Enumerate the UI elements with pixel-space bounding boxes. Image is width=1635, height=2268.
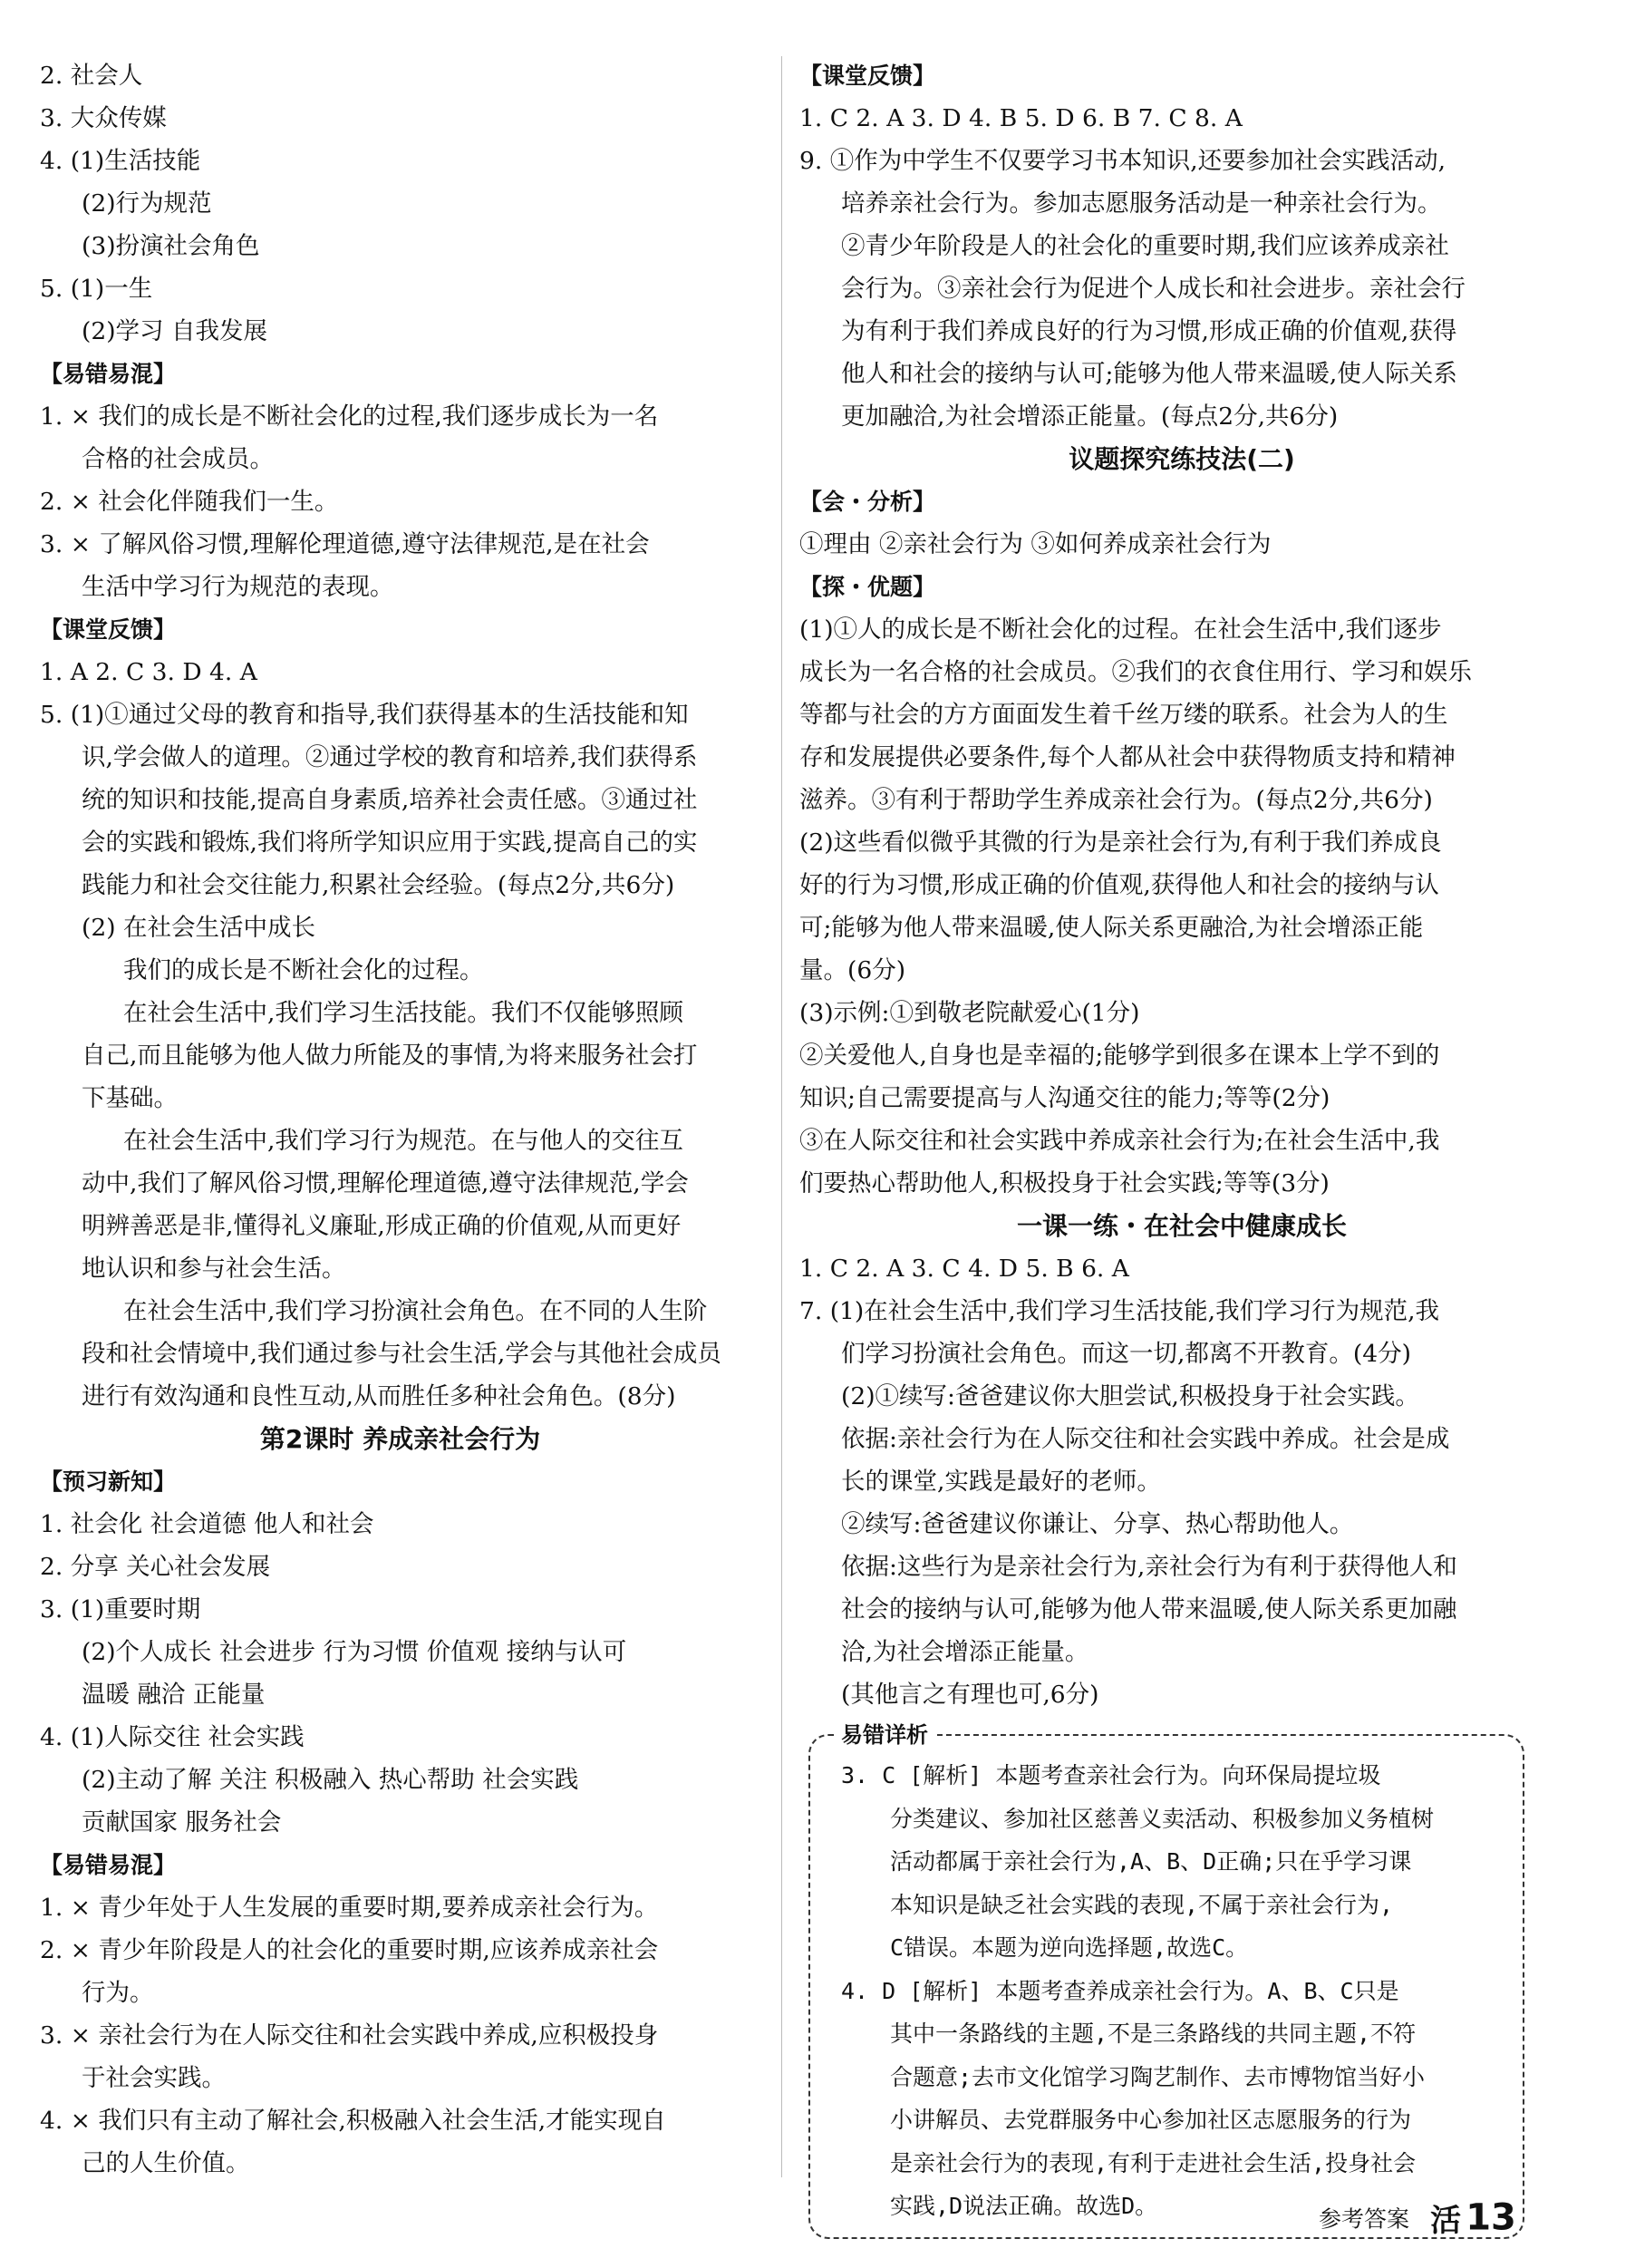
section-heading: 【课堂反馈】 — [40, 616, 177, 643]
text-line: (2) 在社会生活中成长 — [82, 914, 315, 942]
text-line: ②续写:爸爸建议你谦让、分享、热心帮助他人。 — [841, 1510, 1354, 1538]
text-line: 贡献国家 服务社会 — [82, 1808, 282, 1837]
text-line: (1)①人的成长是不断社会化的过程。在社会生活中,我们逐步 — [799, 615, 1442, 644]
text-line: 地认识和参与社会生活。 — [82, 1255, 346, 1283]
text-line: (2)①续写:爸爸建议你大胆尝试,积极投身于社会实践。 — [841, 1382, 1419, 1410]
text-line: 4. (1)人际交往 社会实践 — [40, 1723, 305, 1751]
text-line: 1. A 2. C 3. D 4. A — [40, 658, 257, 686]
text-line: 自己,而且能够为他人做力所能及的事情,为将来服务社会打 — [82, 1042, 698, 1070]
text-line: 下基础。 — [82, 1084, 178, 1112]
text-line: 们要热心帮助他人,积极投身于社会实践;等等(3分) — [799, 1169, 1330, 1197]
text-line: 成长为一名合格的社会成员。②我们的衣食住用行、学习和娱乐 — [799, 658, 1472, 686]
text-line: 在社会生活中,我们学习扮演社会角色。在不同的人生阶 — [123, 1297, 708, 1325]
text-line: 行为。 — [82, 1979, 154, 2007]
text-line: ②关爱他人,自身也是幸福的;能够学到很多在课本上学不到的 — [799, 1042, 1440, 1070]
text-line: 4. × 我们只有主动了解社会,积极融入社会生活,才能实现自 — [40, 2107, 666, 2135]
text-line: 我们的成长是不断社会化的过程。 — [123, 956, 484, 984]
text-line: 更加融洽,为社会增添正能量。(每点2分,共6分) — [841, 402, 1339, 431]
text-line: 识,学会做人的道理。②通过学校的教育和培养,我们获得系 — [82, 743, 698, 771]
text-line: 2. × 社会化伴随我们一生。 — [40, 488, 339, 516]
text-line: 3. 大众传媒 — [40, 104, 167, 132]
text-line: 实践,D说法正确。故选D。 — [890, 2193, 1158, 2219]
text-line: 依据:亲社会行为在人际交往和社会实践中养成。社会是成 — [841, 1425, 1450, 1453]
text-line: ②青少年阶段是人的社会化的重要时期,我们应该养成亲社 — [841, 232, 1449, 260]
section-heading: 【易错易混】 — [40, 361, 177, 387]
text-line: ③在人际交往和社会实践中养成亲社会行为;在社会生活中,我 — [799, 1127, 1440, 1155]
text-line: 会的实践和锻炼,我们将所学知识应用于实践,提高自己的实 — [82, 829, 698, 857]
text-line: 践能力和社会交往能力,积累社会经验。(每点2分,共6分) — [82, 871, 675, 899]
page-number: 13 — [1466, 2196, 1516, 2239]
text-line: 合题意;去市文化馆学习陶艺制作、去市博物馆当好小 — [890, 2063, 1426, 2090]
text-line: 1. 社会化 社会道德 他人和社会 — [40, 1510, 374, 1538]
text-line: 进行有效沟通和良性互动,从而胜任多种社会角色。(8分) — [82, 1382, 676, 1410]
text-line: 滋养。③有利于帮助学生养成亲社会行为。(每点2分,共6分) — [799, 786, 1433, 814]
text-line: 己的人生价值。 — [82, 2149, 250, 2177]
left-column — [40, 54, 760, 2185]
text-line: 在社会生活中,我们学习行为规范。在与他人的交往互 — [123, 1127, 683, 1155]
text-line: (2)学习 自我发展 — [82, 317, 267, 345]
text-line: 其中一条路线的主题,不是三条路线的共同主题,不符 — [890, 2021, 1417, 2047]
footer-label: 参考答案 — [1319, 2205, 1410, 2233]
section-heading: 【易错易混】 — [40, 1852, 177, 1878]
text-line: 4. (1)生活技能 — [40, 147, 201, 175]
text-line: 他人和社会的接纳与认可;能够为他人带来温暖,使人际关系 — [841, 360, 1457, 388]
text-line: (其他言之有理也可,6分) — [841, 1681, 1099, 1709]
text-line: 段和社会情境中,我们通过参与社会生活,学会与其他社会成员 — [82, 1340, 721, 1368]
text-line: 本知识是缺乏社会实践的表现,不属于亲社会行为, — [890, 1891, 1394, 1918]
footer-brand: 活 — [1430, 2203, 1462, 2239]
text-line: 好的行为习惯,形成正确的价值观,获得他人和社会的接纳与认 — [799, 871, 1439, 899]
text-line: 小讲解员、去党群服务中心参加社区志愿服务的行为 — [890, 2107, 1412, 2133]
text-line: C错误。本题为逆向选择题,故选C。 — [890, 1934, 1249, 1961]
text-line: 9. ①作为中学生不仅要学习书本知识,还要参加社会实践活动, — [799, 147, 1446, 175]
text-line: (2)这些看似微乎其微的行为是亲社会行为,有利于我们养成良 — [799, 829, 1442, 857]
text-line: 统的知识和技能,提高自身素质,培养社会责任感。③通过社 — [82, 786, 698, 814]
text-line: 3. C [解析] 本题考查亲社会行为。向环保局提垃圾 — [841, 1762, 1381, 1788]
text-line: 依据:这些行为是亲社会行为,亲社会行为有利于获得他人和 — [841, 1553, 1457, 1581]
text-line: 1. C 2. A 3. C 4. D 5. B 6. A — [799, 1255, 1129, 1283]
text-line: (3)扮演社会角色 — [82, 232, 260, 260]
right-column — [799, 54, 1528, 2239]
text-line: 可;能够为他人带来温暖,使人际关系更融洽,为社会增添正能 — [799, 914, 1424, 942]
error-analysis-title: 易错详析 — [834, 1720, 935, 1750]
text-line: 3. (1)重要时期 — [40, 1595, 201, 1623]
text-line: 1. × 我们的成长是不断社会化的过程,我们逐步成长为一名 — [40, 402, 659, 431]
section-title: 第2课时 养成亲社会行为 — [259, 1424, 541, 1454]
text-line: (2)个人成长 社会进步 行为习惯 价值观 接纳与认可 — [82, 1638, 627, 1666]
text-line: ①理由 ②亲社会行为 ③如何养成亲社会行为 — [799, 530, 1272, 558]
text-line: 1. × 青少年处于人生发展的重要时期,要养成亲社会行为。 — [40, 1894, 659, 1922]
text-line: 3. × 了解风俗习惯,理解伦理道德,遵守法律规范,是在社会 — [40, 530, 650, 558]
text-line: 温暖 融洽 正能量 — [82, 1681, 266, 1709]
section-heading: 【预习新知】 — [40, 1468, 177, 1495]
text-line: 等都与社会的方方面面发生着千丝万缕的联系。社会为人的生 — [799, 701, 1448, 729]
error-analysis-box — [808, 1722, 1524, 2239]
text-line: 于社会实践。 — [82, 2064, 226, 2092]
text-line: 5. (1)①通过父母的教育和指导,我们获得基本的生活技能和知 — [40, 701, 689, 729]
text-line: 为有利于我们养成良好的行为习惯,形成正确的价值观,获得 — [841, 317, 1457, 345]
text-line: 社会的接纳与认可,能够为他人带来温暖,使人际关系更加融 — [841, 1595, 1457, 1623]
text-line: 明辨善恶是非,懂得礼义廉耻,形成正确的价值观,从而更好 — [82, 1212, 682, 1240]
page-footer — [1319, 2195, 1516, 2240]
text-line: (3)示例:①到敬老院献爱心(1分) — [799, 999, 1140, 1027]
text-line: 合格的社会成员。 — [82, 445, 274, 473]
text-line: 在社会生活中,我们学习生活技能。我们不仅能够照顾 — [123, 999, 683, 1027]
text-line: 1. C 2. A 3. D 4. B 5. D 6. B 7. C 8. A — [799, 104, 1243, 132]
text-line: 长的课堂,实践是最好的老师。 — [841, 1468, 1161, 1496]
text-line: 5. (1)一生 — [40, 275, 153, 303]
text-line: 7. (1)在社会生活中,我们学习生活技能,我们学习行为规范,我 — [799, 1297, 1440, 1325]
text-line: 3. × 亲社会行为在人际交往和社会实践中养成,应积极投身 — [40, 2021, 659, 2050]
text-line: 量。(6分) — [799, 956, 906, 984]
text-line: 洽,为社会增添正能量。 — [841, 1638, 1089, 1666]
column-divider — [781, 56, 782, 2177]
text-line: 2. 分享 关心社会发展 — [40, 1553, 271, 1581]
text-line: (2)行为规范 — [82, 189, 212, 218]
section-heading: 【会・分析】 — [799, 489, 936, 515]
text-line: 是亲社会行为的表现,有利于走进社会生活,投身社会 — [890, 2149, 1417, 2176]
text-line: 4. D [解析] 本题考查养成亲社会行为。A、B、C只是 — [841, 1977, 1399, 2004]
text-line: 动中,我们了解风俗习惯,理解伦理道德,遵守法律规范,学会 — [82, 1169, 689, 1197]
text-line: (2)主动了解 关注 积极融入 热心帮助 社会实践 — [82, 1766, 579, 1794]
text-line: 存和发展提供必要条件,每个人都从社会中获得物质支持和精神 — [799, 743, 1456, 771]
section-title: 一课一练・在社会中健康成长 — [1016, 1211, 1347, 1241]
text-line: 活动都属于亲社会行为,A、B、D正确;只在乎学习课 — [890, 1848, 1412, 1875]
section-heading: 【探・优题】 — [799, 574, 936, 600]
text-line: 2. 社会人 — [40, 62, 143, 90]
text-line: 生活中学习行为规范的表现。 — [82, 573, 394, 601]
text-line: 培养亲社会行为。参加志愿服务活动是一种亲社会行为。 — [841, 189, 1442, 218]
text-line: 分类建议、参加社区慈善义卖活动、积极参加义务植树 — [890, 1805, 1435, 1832]
section-heading: 【课堂反馈】 — [799, 63, 936, 89]
text-line: 会行为。③亲社会行为促进个人成长和社会进步。亲社会行 — [841, 275, 1466, 303]
text-line: 知识;自己需要提高与人沟通交往的能力;等等(2分) — [799, 1084, 1330, 1112]
text-line: 们学习扮演社会角色。而这一切,都离不开教育。(4分) — [841, 1340, 1411, 1368]
section-title: 议题探究练技法(二) — [1069, 444, 1295, 474]
text-line: 2. × 青少年阶段是人的社会化的重要时期,应该养成亲社会 — [40, 1936, 659, 1964]
